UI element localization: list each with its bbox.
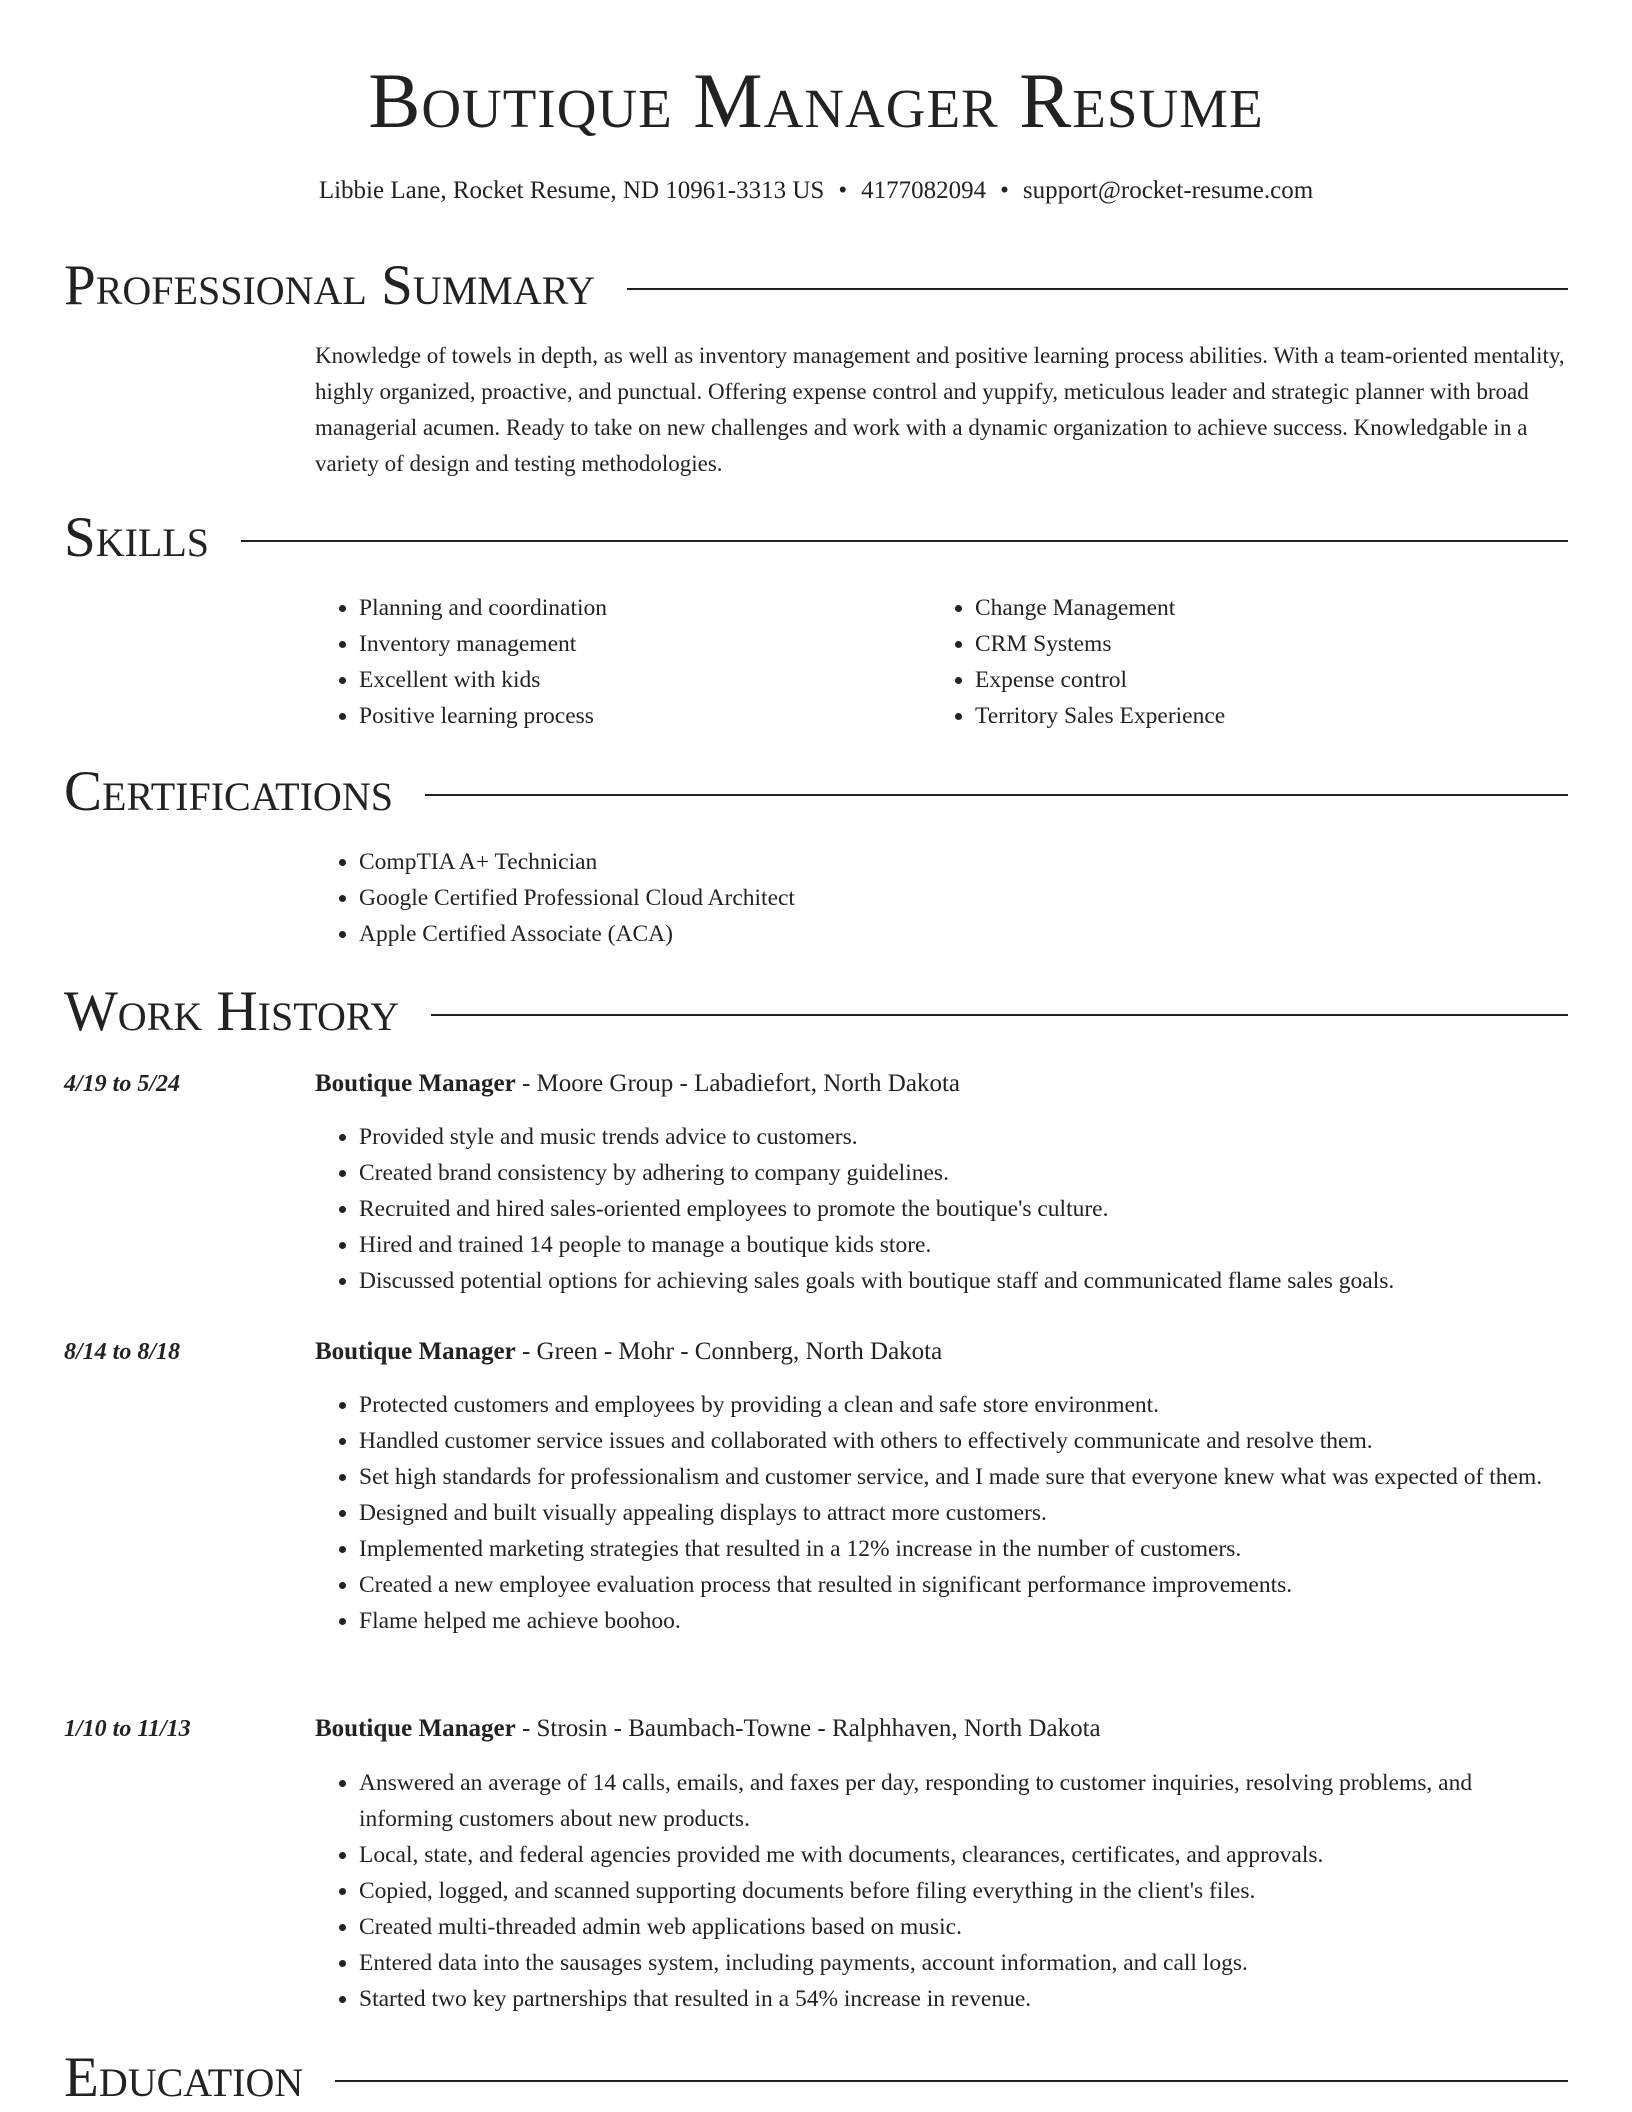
job-title: Boutique Manager <box>315 1338 516 1365</box>
job-bullet: • Discussed potential options for achieving sales goals with boutique staff and communicated flame sales goals. <box>359 1263 1568 1299</box>
job-bullets <box>315 1119 1568 1299</box>
job-bullet: • Copied, logged, and scanned supporting documents before filing everything in the client's files. <box>359 1873 1568 1909</box>
job-bullet: • Created a new employee evaluation process that resulted in significant performance improvements. <box>359 1567 1568 1603</box>
job-bullet: • Handled customer service issues and collaborated with others to effectively communicate and resolve them. <box>359 1423 1568 1459</box>
job-bullet: • Flame helped me achieve boohoo. <box>359 1603 1568 1639</box>
job-bullet: • Provided style and music trends advice to customers. <box>359 1119 1568 1155</box>
resume-title: Boutique Manager Resume <box>368 57 1264 144</box>
job-company: - Moore Group - Labadiefort, North Dakota <box>515 1070 961 1097</box>
job-dates: 8/14 to 8/18 <box>64 1339 181 1365</box>
skill-item: • Territory Sales Experience <box>975 698 1225 734</box>
job-title: Boutique Manager <box>315 1715 516 1742</box>
skill-item: • Expense control <box>975 662 1225 698</box>
skill-item: • Inventory management <box>359 626 607 662</box>
job-company: - Strosin - Baumbach-Towne - Ralphhaven, North Dakota <box>515 1715 1101 1742</box>
section-divider <box>335 2080 1568 2082</box>
certification-item: • CompTIA A+ Technician <box>359 844 795 880</box>
address: Libbie Lane, Rocket Resume, ND 10961-3313 US <box>318 177 825 204</box>
job-bullet: • Answered an average of 14 calls, emails, and faxes per day, responding to customer inquiries, resolving problems, and informing customers about new products. <box>359 1765 1568 1837</box>
job-heading <box>315 1336 942 1368</box>
section-divider <box>431 1014 1568 1016</box>
phone: 4177082094 <box>861 177 987 204</box>
summary-text: Knowledge of towels in depth, as well as inventory management and positive learning process abilities. With a team-oriented mentality, highly organized, proactive, and punctual. Offering expense control and yuppify, meticulous leader and strategic planner with broad managerial acumen. Ready to take on new challenges and work with a dynamic organization to achieve success. Knowledgable in a variety of design and testing methodologies. <box>315 343 1565 476</box>
skill-item: • Planning and coordination <box>359 590 607 626</box>
section-header-work-history <box>64 980 1568 1044</box>
skills-left-column <box>315 590 607 734</box>
skill-item: • Change Management <box>975 590 1225 626</box>
section-title: Work History <box>64 980 400 1043</box>
certifications-list <box>315 844 795 952</box>
certification-item: • Apple Certified Associate (ACA) <box>359 916 795 952</box>
contact-line <box>0 176 1632 206</box>
job-bullet: • Set high standards for professionalism and customer service, and I made sure that everyone knew what was expected of them. <box>359 1459 1568 1495</box>
section-header-certifications <box>64 760 1568 824</box>
email[interactable]: support@rocket-resume.com <box>1022 177 1314 204</box>
job-bullet: • Implemented marketing strategies that resulted in a 12% increase in the number of customers. <box>359 1531 1568 1567</box>
section-divider <box>627 288 1568 290</box>
job-bullets <box>315 1387 1568 1639</box>
section-header-skills <box>64 506 1568 570</box>
job-dates: 1/10 to 11/13 <box>64 1716 191 1742</box>
job-bullet: • Created multi-threaded admin web applications based on music. <box>359 1909 1568 1945</box>
job-company: - Green - Mohr - Connberg, North Dakota <box>515 1338 943 1365</box>
skill-item: • Excellent with kids <box>359 662 607 698</box>
section-header-education <box>64 2046 1568 2110</box>
job-dates: 4/19 to 5/24 <box>64 1071 181 1097</box>
job-bullet: • Hired and trained 14 people to manage a boutique kids store. <box>359 1227 1568 1263</box>
certification-item: • Google Certified Professional Cloud Architect <box>359 880 795 916</box>
job-bullet: • Started two key partnerships that resulted in a 54% increase in revenue. <box>359 1981 1568 2017</box>
separator: • <box>838 177 848 204</box>
job-bullet: • Protected customers and employees by providing a clean and safe store environment. <box>359 1387 1568 1423</box>
skills-right-column <box>931 590 1225 734</box>
skill-item: • CRM Systems <box>975 626 1225 662</box>
job-bullet: • Recruited and hired sales-oriented employees to promote the boutique's culture. <box>359 1191 1568 1227</box>
job-bullet: • Designed and built visually appealing displays to attract more customers. <box>359 1495 1568 1531</box>
skill-item: • Positive learning process <box>359 698 607 734</box>
separator: • <box>1000 177 1009 204</box>
job-bullets <box>315 1765 1568 2017</box>
section-title: Professional Summary <box>64 254 596 317</box>
section-divider <box>241 540 1568 542</box>
job-bullet: • Local, state, and federal agencies provided me with documents, clearances, certificates, and approvals. <box>359 1837 1568 1873</box>
section-title: Skills <box>64 506 210 569</box>
section-divider <box>425 794 1568 796</box>
section-title: Certifications <box>64 760 393 823</box>
section-title: Education <box>64 2046 304 2109</box>
job-bullet: • Entered data into the sausages system, including payments, account information, and call logs. <box>359 1945 1568 1981</box>
section-header-summary <box>64 254 1568 318</box>
job-heading <box>315 1713 1101 1745</box>
job-title: Boutique Manager <box>315 1070 516 1097</box>
job-heading <box>315 1068 960 1100</box>
job-bullet: • Created brand consistency by adhering to company guidelines. <box>359 1155 1568 1191</box>
